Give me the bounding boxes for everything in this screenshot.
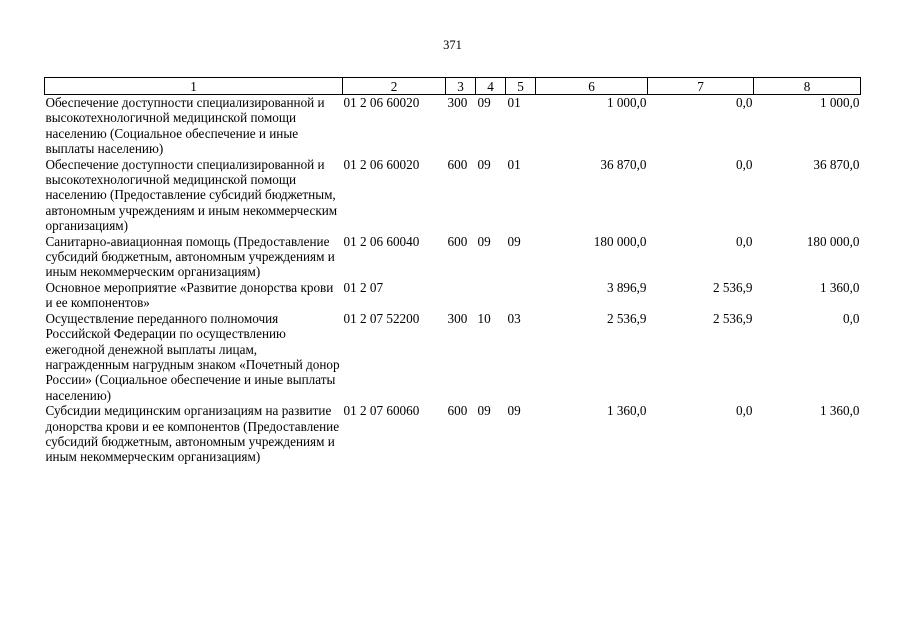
row-c3: 600	[447, 156, 468, 172]
row-c6: 36 870,0	[600, 156, 647, 172]
row-c3: 300	[447, 310, 468, 326]
table-body	[45, 95, 861, 465]
column-header: 1	[45, 78, 343, 95]
table-row	[45, 95, 861, 157]
row-c5: 09	[507, 233, 521, 249]
table-row	[45, 280, 861, 311]
row-c7: 0,0	[736, 95, 753, 110]
table-row	[45, 311, 861, 403]
table-row	[45, 157, 861, 234]
row-c8: 1 360,0	[819, 279, 860, 295]
column-number-row	[45, 78, 861, 95]
row-name: Осуществление переданного полномочия Российской Федерации по осуществлению ежегодной денежной выплаты лицам, награжденным нагрудным знаком «Почетный донор России» (Социальное обеспечение и иные выплаты населению)	[45, 310, 340, 403]
row-c3: 600	[447, 233, 468, 249]
row-c3	[446, 280, 476, 311]
row-c3: 300	[447, 95, 468, 110]
row-c4: 09	[477, 156, 491, 172]
row-c8: 0,0	[843, 310, 860, 326]
table-header	[45, 78, 861, 95]
row-c4: 09	[477, 403, 491, 419]
column-header: 6	[536, 78, 648, 95]
row-name: Обеспечение доступности специализированной и высокотехнологичной медицинской помощи населению (Предоставление субсидий бюджетным, автономным учреждениям и иным некоммерческим организациям)	[45, 156, 338, 234]
row-code: 01 2 06 60020	[343, 95, 420, 110]
row-c7: 0,0	[736, 233, 753, 249]
page-number: 371	[443, 38, 462, 52]
row-c5	[506, 280, 536, 311]
row-code: 01 2 07 60060	[343, 403, 420, 419]
row-code: 01 2 07 52200	[343, 310, 420, 326]
row-c3: 600	[447, 403, 468, 419]
row-c8: 180 000,0	[806, 233, 860, 249]
row-c4	[476, 280, 506, 311]
row-c4: 10	[477, 310, 491, 326]
row-c7: 2 536,9	[712, 279, 753, 295]
table-row	[45, 403, 861, 465]
row-c8: 1 000,0	[819, 95, 860, 110]
column-header: 7	[648, 78, 754, 95]
row-c8: 1 360,0	[819, 403, 860, 419]
row-code: 01 2 06 60020	[343, 156, 420, 172]
row-c6: 1 000,0	[606, 95, 647, 110]
row-c7: 0,0	[736, 403, 753, 419]
row-c6: 1 360,0	[606, 403, 647, 419]
row-c5: 09	[507, 403, 521, 419]
row-c8: 36 870,0	[813, 156, 860, 172]
row-c7: 0,0	[736, 156, 753, 172]
column-header: 2	[343, 78, 446, 95]
row-c6: 180 000,0	[593, 233, 647, 249]
row-name: Санитарно-авиационная помощь (Предоставление субсидий бюджетным, автономным учреждениям и иным некоммерческим организациям)	[45, 233, 335, 280]
row-c7: 2 536,9	[712, 310, 753, 326]
column-header: 8	[754, 78, 861, 95]
row-c5: 01	[507, 156, 521, 172]
row-c4: 09	[477, 233, 491, 249]
row-c6: 3 896,9	[606, 279, 647, 295]
row-code: 01 2 06 60040	[343, 233, 420, 249]
column-header: 3	[446, 78, 476, 95]
row-name: Основное мероприятие «Развитие донорства крови и ее компонентов»	[45, 279, 334, 311]
row-name: Обеспечение доступности специализированной и высокотехнологичной медицинской помощи населению (Социальное обеспечение и иные выплаты населению)	[45, 95, 325, 157]
budget-table	[44, 77, 861, 465]
row-name: Субсидии медицинским организациям на развитие донорства крови и ее компонентов (Предоставление субсидий бюджетным, автономным учреждениям и иным некоммерческим организациям)	[45, 403, 340, 465]
row-c5: 01	[507, 95, 521, 110]
row-c5: 03	[507, 310, 521, 326]
table-row	[45, 234, 861, 280]
column-header: 5	[506, 78, 536, 95]
row-c6: 2 536,9	[606, 310, 647, 326]
row-c4: 09	[477, 95, 491, 110]
row-code: 01 2 07	[343, 279, 384, 295]
column-header: 4	[476, 78, 506, 95]
